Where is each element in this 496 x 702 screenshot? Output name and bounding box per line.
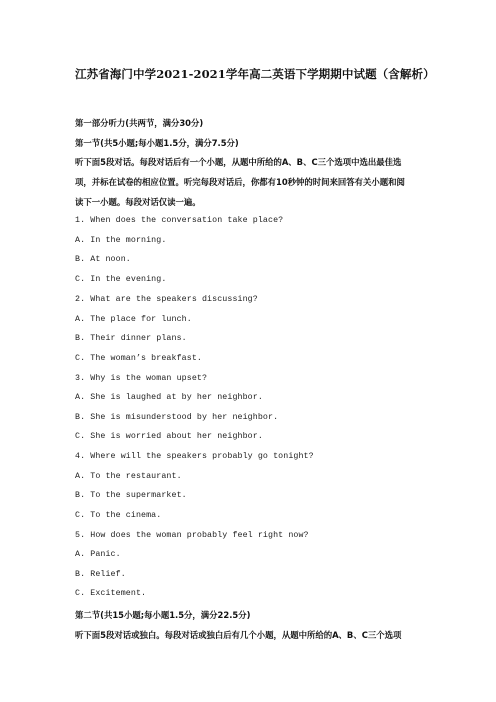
instruction-line: 听下面5段对话。每段对话后有一个小题，从题中所给的A、B、C三个选项中选出最佳选 [75,157,402,167]
answer-option: C. The woman’s breakfast. [75,354,202,363]
instruction-line: 读下一小题。每段对话仅读一遍。 [75,197,201,207]
answer-option: B. Their dinner plans. [75,334,187,343]
answer-option: A. To the restaurant. [75,472,182,481]
question-text: 5. How does the woman probably feel right now? [75,531,309,540]
answer-option: A. In the morning. [75,236,167,245]
question-text: 1. When does the conversation take place? [75,216,284,225]
answer-option: A. The place for lunch. [75,315,192,324]
document-title: 江苏省海门中学2021-2021学年高二英语下学期期中试题（含解析） [75,67,435,81]
answer-option: A. She is laughed at by her neighbor. [75,393,263,402]
question-text: 2. What are the speakers discussing? [75,295,258,304]
answer-option: B. Relief. [75,570,126,579]
answer-option: B. At noon. [75,255,131,264]
answer-option: B. She is misunderstood by her neighbor. [75,413,279,422]
answer-option: C. Excitement. [75,589,147,598]
answer-option: A. Panic. [75,550,121,559]
instruction-line: 听下面5段对话或独白。每段对话或独白后有几个小题，从题中所给的A、B、C三个选项 [75,630,402,640]
section-heading: 第一节(共5小题;每小题1.5分，满分7.5分) [75,138,239,148]
answer-option: C. To the cinema. [75,511,162,520]
section-heading: 第二节(共15小题;每小题1.5分，满分22.5分) [75,610,251,620]
answer-option: C. She is worried about her neighbor. [75,432,263,441]
answer-option: C. In the evening. [75,275,167,284]
part-heading: 第一部分听力(共两节，满分30分) [75,118,204,128]
instruction-line: 项，并标在试卷的相应位置。听完每段对话后，你都有10秒钟的时间来回答有关小题和阅 [75,177,405,187]
question-text: 3. Why is the woman upset? [75,374,208,383]
answer-option: B. To the supermarket. [75,491,187,500]
question-text: 4. Where will the speakers probably go tonight? [75,452,314,461]
